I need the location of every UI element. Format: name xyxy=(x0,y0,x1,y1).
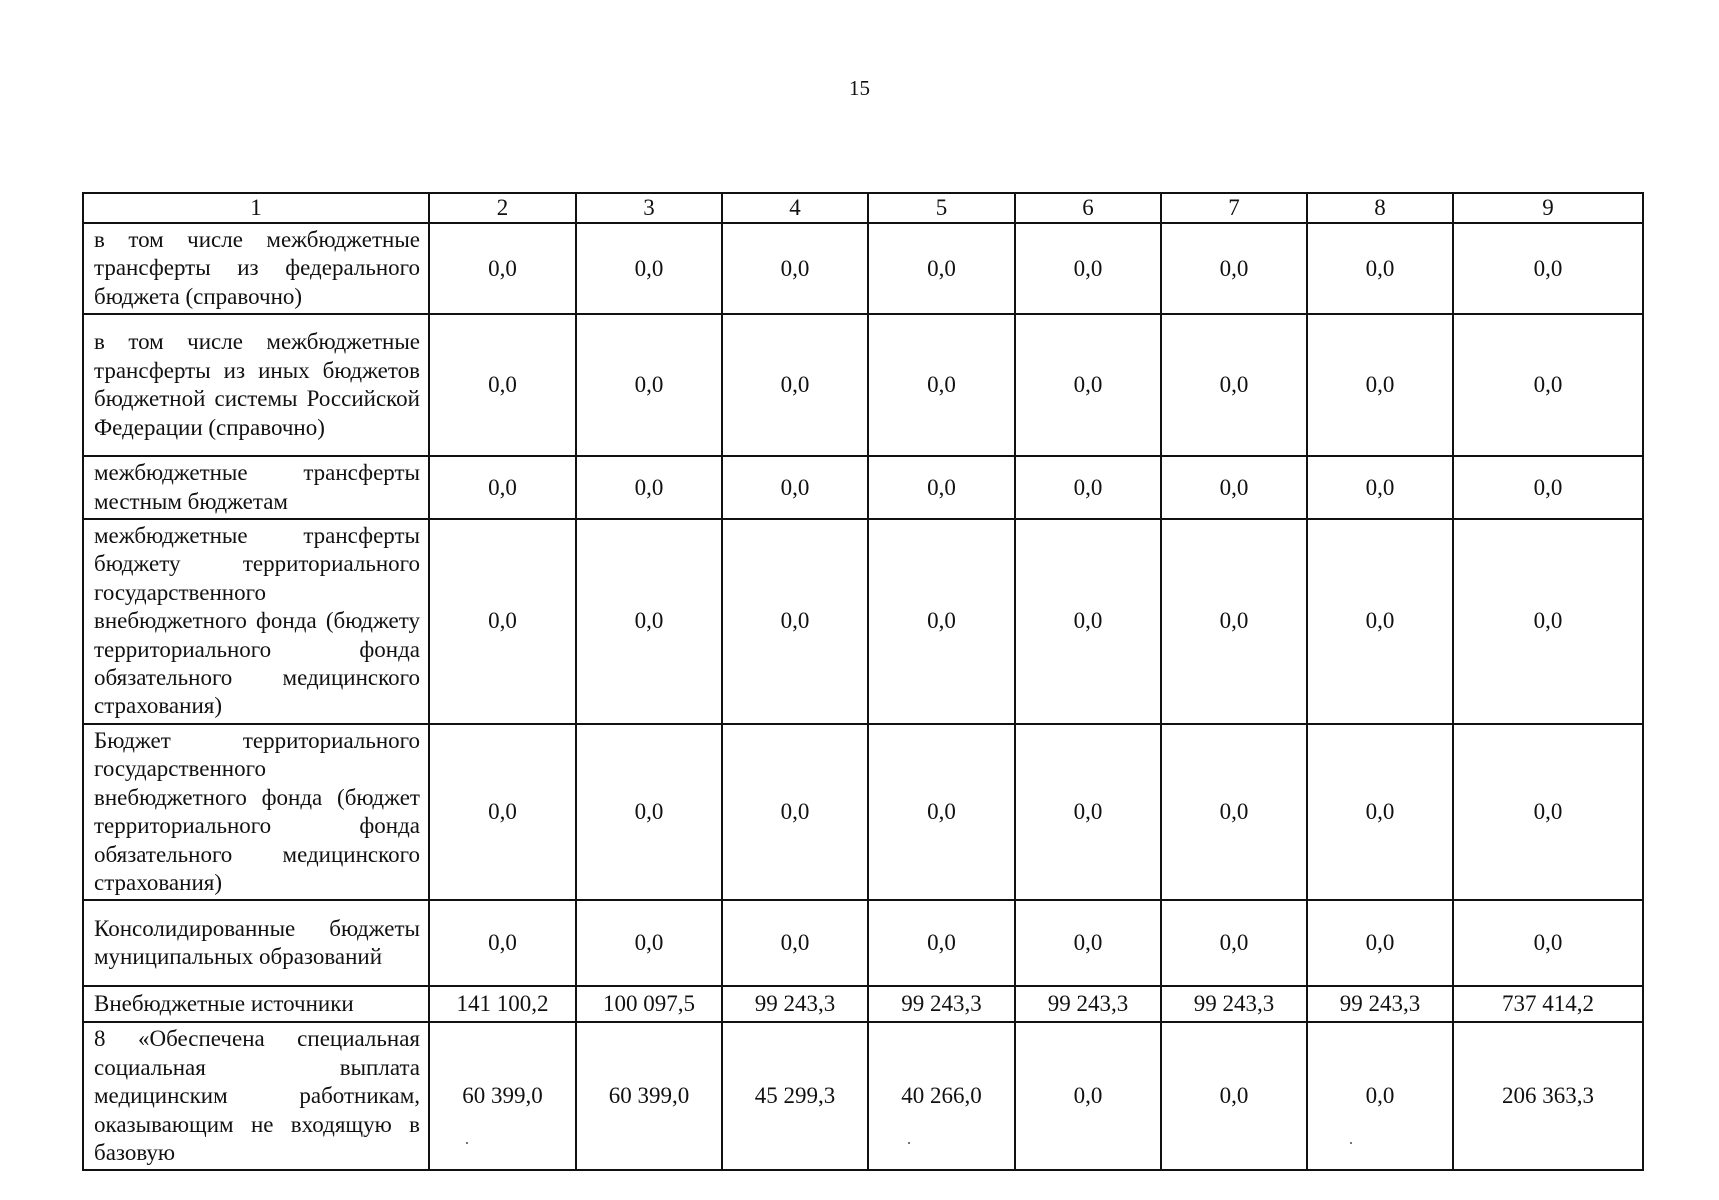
budget-table xyxy=(82,192,1644,1171)
table-cell: 0,0 xyxy=(1161,724,1307,900)
table-cell: 0,0 xyxy=(429,456,576,519)
table-cell: 0,0 xyxy=(1015,724,1161,900)
table-cell: 45 299,3 xyxy=(722,1022,868,1170)
table-cell: 0,0 xyxy=(429,314,576,456)
column-header: 5 xyxy=(868,193,1015,223)
table-cell: 0,0 xyxy=(576,724,722,900)
table-cell: 737 414,2 xyxy=(1453,986,1643,1022)
table-cell: 0,0 xyxy=(1307,900,1453,986)
column-header: 4 xyxy=(722,193,868,223)
column-header: 6 xyxy=(1015,193,1161,223)
table-row xyxy=(83,519,1643,724)
table-cell: 0,0 xyxy=(1453,724,1643,900)
row-label: в том числе межбюджетные трансферты из федерального бюджета (справочно) xyxy=(83,223,429,314)
table-cell: 0,0 xyxy=(1015,314,1161,456)
table-cell: 0,0 xyxy=(576,223,722,314)
table-cell: 0,0 xyxy=(1453,223,1643,314)
scan-speck xyxy=(908,1142,910,1144)
page-number: 15 xyxy=(849,76,870,100)
table-cell: 0,0 xyxy=(868,456,1015,519)
table-cell: 40 266,0 xyxy=(868,1022,1015,1170)
row-label: межбюджетные трансферты местным бюджетам xyxy=(83,456,429,519)
table-cell: 0,0 xyxy=(1307,724,1453,900)
table-cell: 0,0 xyxy=(429,724,576,900)
table-cell: 0,0 xyxy=(722,724,868,900)
table-cell: 0,0 xyxy=(722,900,868,986)
table-row xyxy=(83,314,1643,456)
table-cell: 0,0 xyxy=(1161,900,1307,986)
table-cell: 0,0 xyxy=(1161,314,1307,456)
table-cell: 0,0 xyxy=(1307,223,1453,314)
table-cell: 99 243,3 xyxy=(868,986,1015,1022)
table-cell: 206 363,3 xyxy=(1453,1022,1643,1170)
table-cell: 0,0 xyxy=(1161,223,1307,314)
table-row xyxy=(83,986,1643,1022)
table-cell: 0,0 xyxy=(429,223,576,314)
table-row xyxy=(83,223,1643,314)
row-label: Внебюджетные источники xyxy=(83,986,429,1022)
row-label: Бюджет территориального государственного внебюджетного фонда (бюджет территориального фонда обязательного медицинского страхования) xyxy=(83,724,429,900)
table-cell: 0,0 xyxy=(1453,314,1643,456)
table-cell: 99 243,3 xyxy=(1161,986,1307,1022)
table-cell: 100 097,5 xyxy=(576,986,722,1022)
table-row xyxy=(83,724,1643,900)
table-cell: 0,0 xyxy=(1161,1022,1307,1170)
row-label: межбюджетные трансферты бюджету территориального государственного внебюджетного фонда (бюджету территориального фонда обязательного медицинского страхования) xyxy=(83,519,429,724)
table-cell: 0,0 xyxy=(1307,519,1453,724)
table-header-row xyxy=(83,193,1643,223)
table-row xyxy=(83,456,1643,519)
table-cell: 141 100,2 xyxy=(429,986,576,1022)
column-header: 3 xyxy=(576,193,722,223)
table-cell: 0,0 xyxy=(576,900,722,986)
table-cell: 0,0 xyxy=(576,519,722,724)
table-cell: 0,0 xyxy=(576,314,722,456)
table-cell: 0,0 xyxy=(868,223,1015,314)
table-cell: 0,0 xyxy=(1161,456,1307,519)
table-cell: 0,0 xyxy=(1453,456,1643,519)
table-cell: 0,0 xyxy=(1307,314,1453,456)
row-label: в том числе межбюджетные трансферты из иных бюджетов бюджетной системы Российской Федерации (справочно) xyxy=(83,314,429,456)
table-cell: 0,0 xyxy=(1015,456,1161,519)
table-cell: 0,0 xyxy=(1015,223,1161,314)
table-cell: 0,0 xyxy=(722,223,868,314)
column-header: 8 xyxy=(1307,193,1453,223)
table-cell: 60 399,0 xyxy=(576,1022,722,1170)
table-cell: 0,0 xyxy=(1015,519,1161,724)
column-header: 7 xyxy=(1161,193,1307,223)
scan-speck xyxy=(466,1142,468,1144)
table-cell: 0,0 xyxy=(1015,900,1161,986)
table-row xyxy=(83,1022,1643,1170)
scan-speck xyxy=(1350,1142,1352,1144)
table-cell: 0,0 xyxy=(722,456,868,519)
table-cell: 0,0 xyxy=(868,314,1015,456)
column-header: 9 xyxy=(1453,193,1643,223)
table-cell: 0,0 xyxy=(868,724,1015,900)
table-cell: 0,0 xyxy=(1453,519,1643,724)
column-header: 1 xyxy=(83,193,429,223)
table-cell: 0,0 xyxy=(1307,1022,1453,1170)
table-cell: 0,0 xyxy=(722,519,868,724)
row-label: Консолидированные бюджеты муниципальных образований xyxy=(83,900,429,986)
table-cell: 99 243,3 xyxy=(1307,986,1453,1022)
table-cell: 0,0 xyxy=(1307,456,1453,519)
table-cell: 0,0 xyxy=(868,900,1015,986)
table-cell: 0,0 xyxy=(1453,900,1643,986)
table-row xyxy=(83,900,1643,986)
table-cell: 0,0 xyxy=(429,519,576,724)
table-cell: 0,0 xyxy=(576,456,722,519)
table-cell: 0,0 xyxy=(722,314,868,456)
table-cell: 99 243,3 xyxy=(1015,986,1161,1022)
table-cell: 0,0 xyxy=(868,519,1015,724)
column-header: 2 xyxy=(429,193,576,223)
row-label: 8 «Обеспечена специальная социальная выплата медицинским работникам, оказывающим не входящую в базовую xyxy=(83,1022,429,1170)
table-cell: 0,0 xyxy=(1015,1022,1161,1170)
table-cell: 0,0 xyxy=(429,900,576,986)
table-cell: 99 243,3 xyxy=(722,986,868,1022)
table-cell: 60 399,0 xyxy=(429,1022,576,1170)
table-cell: 0,0 xyxy=(1161,519,1307,724)
